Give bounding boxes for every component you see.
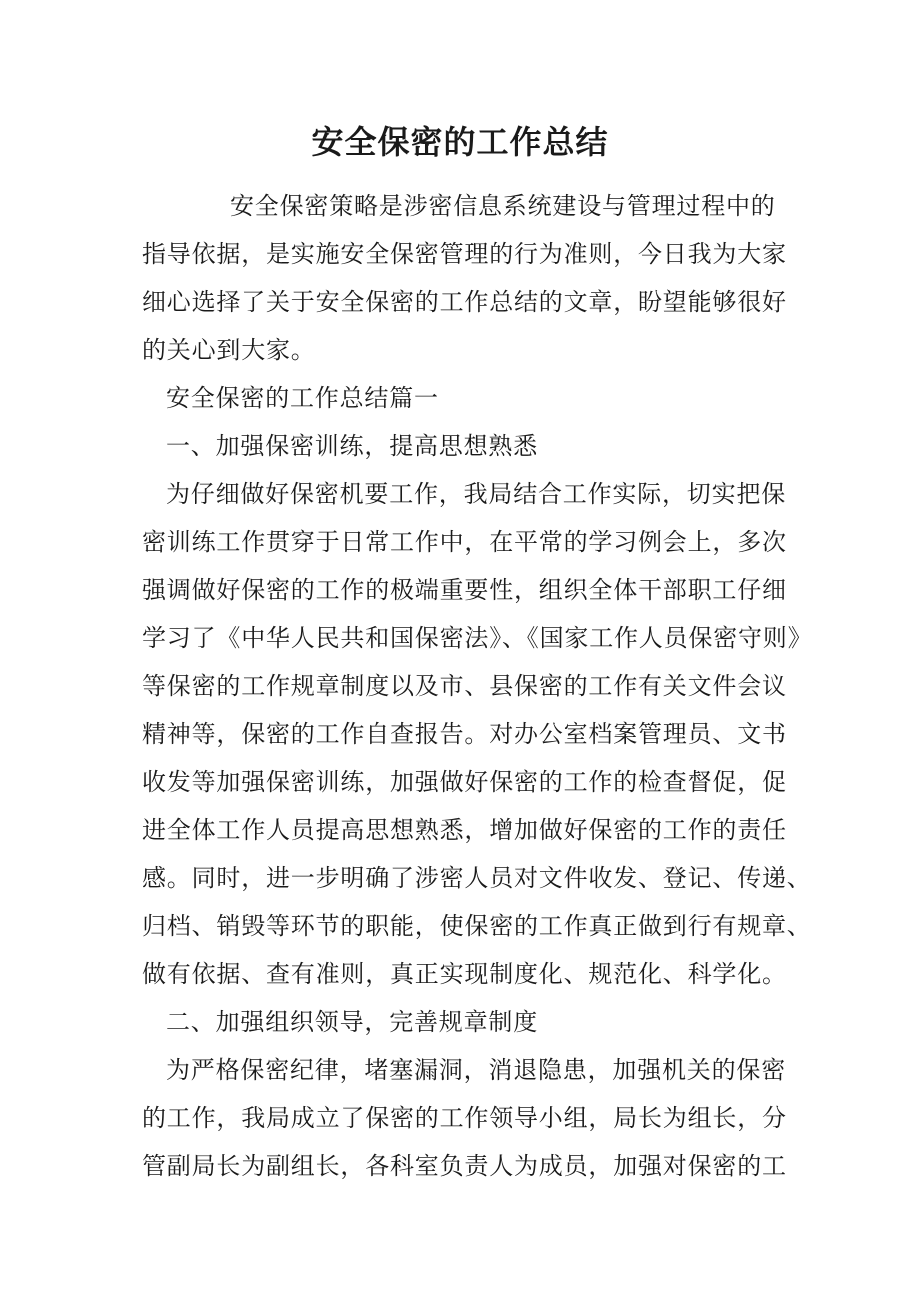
paragraph-line: 密训练工作贯穿于日常工作中，在平常的学习例会上，多次 (142, 528, 787, 556)
paragraph-line: 做有依据、查有准则，真正实现制度化、规范化、科学化。 (142, 960, 787, 988)
paragraph-line: 感。同时，进一步明确了涉密人员对文件收发、登记、传递、 (142, 864, 812, 892)
paragraph-line: 收发等加强保密训练，加强做好保密的工作的检查督促，促 (142, 768, 787, 796)
section-heading: 安全保密的工作总结篇一 (166, 384, 439, 412)
paragraph-line: 等保密的工作规章制度以及市、县保密的工作有关文件会议 (142, 672, 787, 700)
paragraph-line: 归档、销毁等环节的职能，使保密的工作真正做到行有规章、 (142, 912, 812, 940)
document-title: 安全保密的工作总结 (311, 123, 609, 161)
section-heading: 二、加强组织领导，完善规章制度 (166, 1008, 538, 1036)
paragraph-line: 指导依据，是实施安全保密管理的行为准则，今日我为大家 (142, 240, 787, 268)
document-body (142, 182, 813, 1190)
paragraph-line: 管副局长为副组长，各科室负责人为成员，加强对保密的工 (142, 1152, 787, 1180)
section-heading: 一、加强保密训练，提高思想熟悉 (166, 432, 538, 460)
paragraph-line: 学习了《中华人民共和国保密法》、《国家工作人员保密守则》 (142, 624, 813, 652)
paragraph-line: 的关心到大家。 (142, 336, 316, 364)
paragraph-line: 为严格保密纪律，堵塞漏洞，消退隐患，加强机关的保密 (166, 1056, 786, 1084)
paragraph-line: 为仔细做好保密机要工作，我局结合工作实际，切实把保 (166, 480, 786, 508)
paragraph-line: 精神等，保密的工作自查报告。对办公室档案管理员、文书 (142, 720, 787, 748)
paragraph-line: 进全体工作人员提高思想熟悉，增加做好保密的工作的责任 (142, 816, 787, 844)
paragraph-line: 安全保密策略是涉密信息系统建设与管理过程中的 (230, 192, 776, 220)
paragraph-line: 的工作，我局成立了保密的工作领导小组，局长为组长，分 (142, 1104, 787, 1132)
paragraph-line: 细心选择了关于安全保密的工作总结的文章，盼望能够很好 (142, 288, 787, 316)
paragraph-line: 强调做好保密的工作的极端重要性，组织全体干部职工仔细 (142, 576, 787, 604)
